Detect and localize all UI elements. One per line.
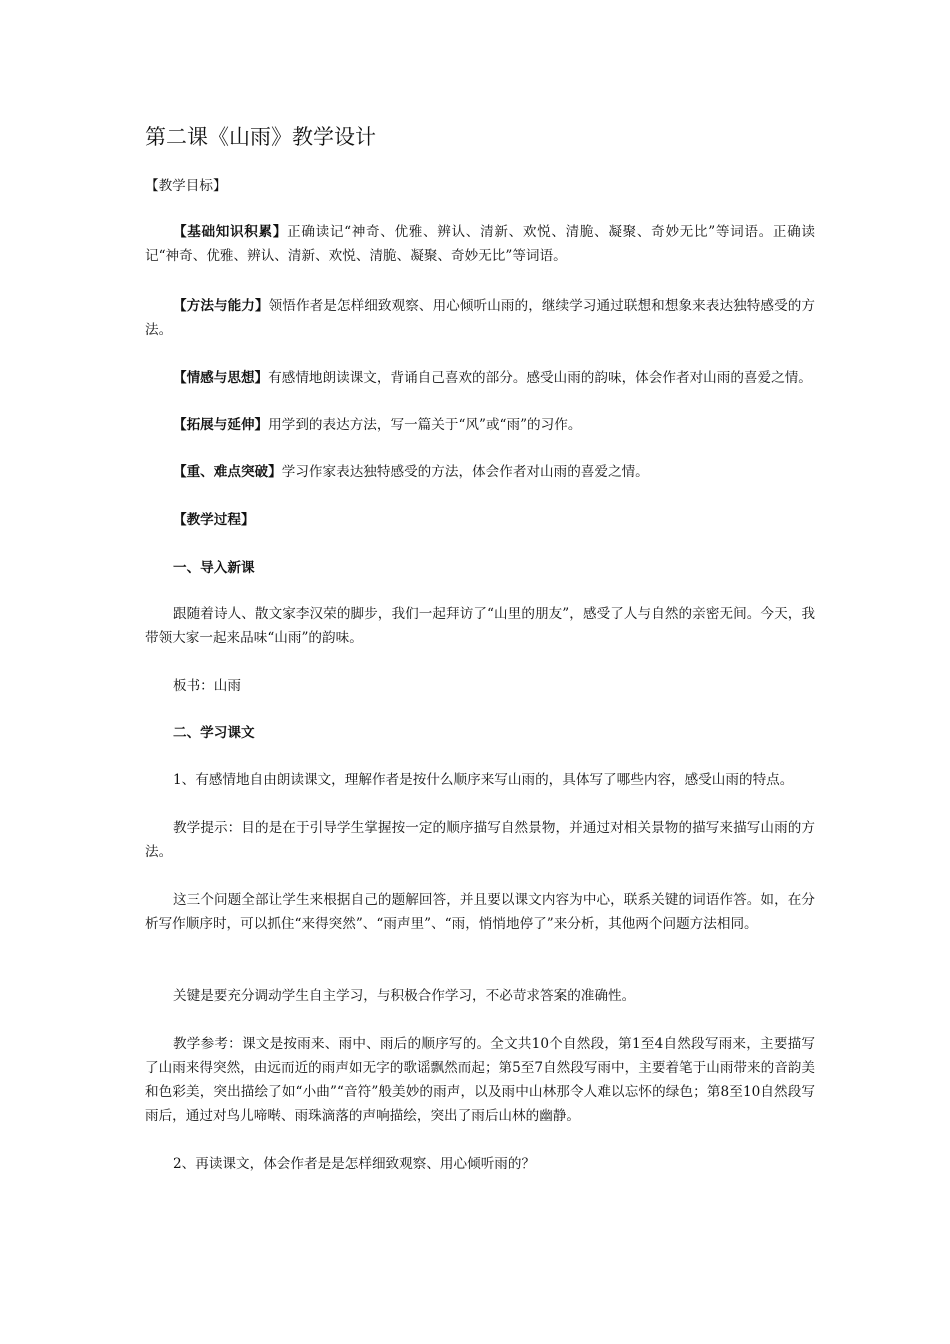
objective-text: 领悟作者是怎样细致观察、用心倾听山雨的，继续学习通过联想和想象来表达独特感受的方法。	[145, 298, 816, 338]
objective-label: 【基础知识积累】	[173, 224, 288, 240]
section2-teaching-hint: 教学提示：目的是在于引导学生掌握按一定的顺序描写自然景物，并通过对相关景物的描写来描写山雨的方法。	[145, 820, 815, 860]
objective-emotion-thought	[145, 366, 815, 390]
objective-label: 【方法与能力】	[173, 298, 269, 314]
section2-question-2: 2、再读课文，体会作者是是怎样细致观察、用心倾听雨的？	[173, 1156, 536, 1172]
objective-extension	[145, 413, 815, 437]
document-title: 第二课《山雨》教学设计	[145, 125, 376, 149]
objective-basic-knowledge	[145, 220, 815, 268]
objective-method-ability	[145, 294, 815, 342]
section1-intro: 跟随着诗人、散文家李汉荣的脚步，我们一起拜访了“山里的朋友”，感受了人与自然的亲密无间。今天，我带领大家一起来品味“山雨”的韵味。	[145, 606, 815, 646]
objective-text: 有感情地朗读课文，背诵自己喜欢的部分。感受山雨的韵味，体会作者对山雨的喜爱之情。	[268, 370, 812, 386]
objectives-heading: 【教学目标】	[145, 178, 227, 194]
section1-heading: 一、导入新课	[173, 560, 255, 576]
process-heading: 【教学过程】	[173, 512, 255, 528]
objective-key-difficulty	[145, 460, 815, 484]
section2-paragraph-4: 关键是要充分调动学生自主学习，与积极合作学习，不必苛求答案的准确性。	[173, 988, 636, 1004]
objective-text: 学习作家表达独特感受的方法，体会作者对山雨的喜爱之情。	[281, 464, 649, 480]
section2-teaching-reference: 教学参考：课文是按雨来、雨中、雨后的顺序写的。全文共10个自然段，第1至4自然段写雨来，主要描写了山雨来得突然，由远而近的雨声如无字的歌谣飘然而起；第5至7自然段写雨中，主要着笔于山雨带来的音韵美和色彩美，突出描绘了如“小曲”“音符”般美妙的雨声，以及雨中山林那令人难以忘怀的绿色；第8至10自然段写雨后，通过对鸟儿啼啭、雨珠滴落的声响描绘，突出了雨后山林的幽静。	[145, 1036, 815, 1124]
section2-paragraph-3: 这三个问题全部让学生来根据自己的题解回答，并且要以课文内容为中心，联系关键的词语作答。如，在分析写作顺序时，可以抓住“来得突然”、“雨声里”、“雨，悄悄地停了”来分析，其他两个问题方法相同。	[145, 892, 815, 932]
section2-question-1: 1、有感情地自由朗读课文，理解作者是按什么顺序来写山雨的，具体写了哪些内容，感受山雨的特点。	[173, 772, 794, 788]
objective-label: 【重、难点突破】	[173, 464, 282, 480]
objective-text: 正确读记“神奇、优雅、辨认、清新、欢悦、清脆、凝聚、奇妙无比”等词语。正确读记“神奇、优雅、辨认、清新、欢悦、清脆、凝聚、奇妙无比”等词语。	[145, 224, 815, 264]
section1-board: 板书：山雨	[173, 678, 241, 694]
objective-label: 【拓展与延伸】	[173, 417, 269, 433]
section2-heading: 二、学习课文	[173, 725, 255, 741]
objective-label: 【情感与思想】	[173, 370, 269, 386]
objective-text: 用学到的表达方法，写一篇关于“风”或“雨”的习作。	[268, 417, 582, 433]
